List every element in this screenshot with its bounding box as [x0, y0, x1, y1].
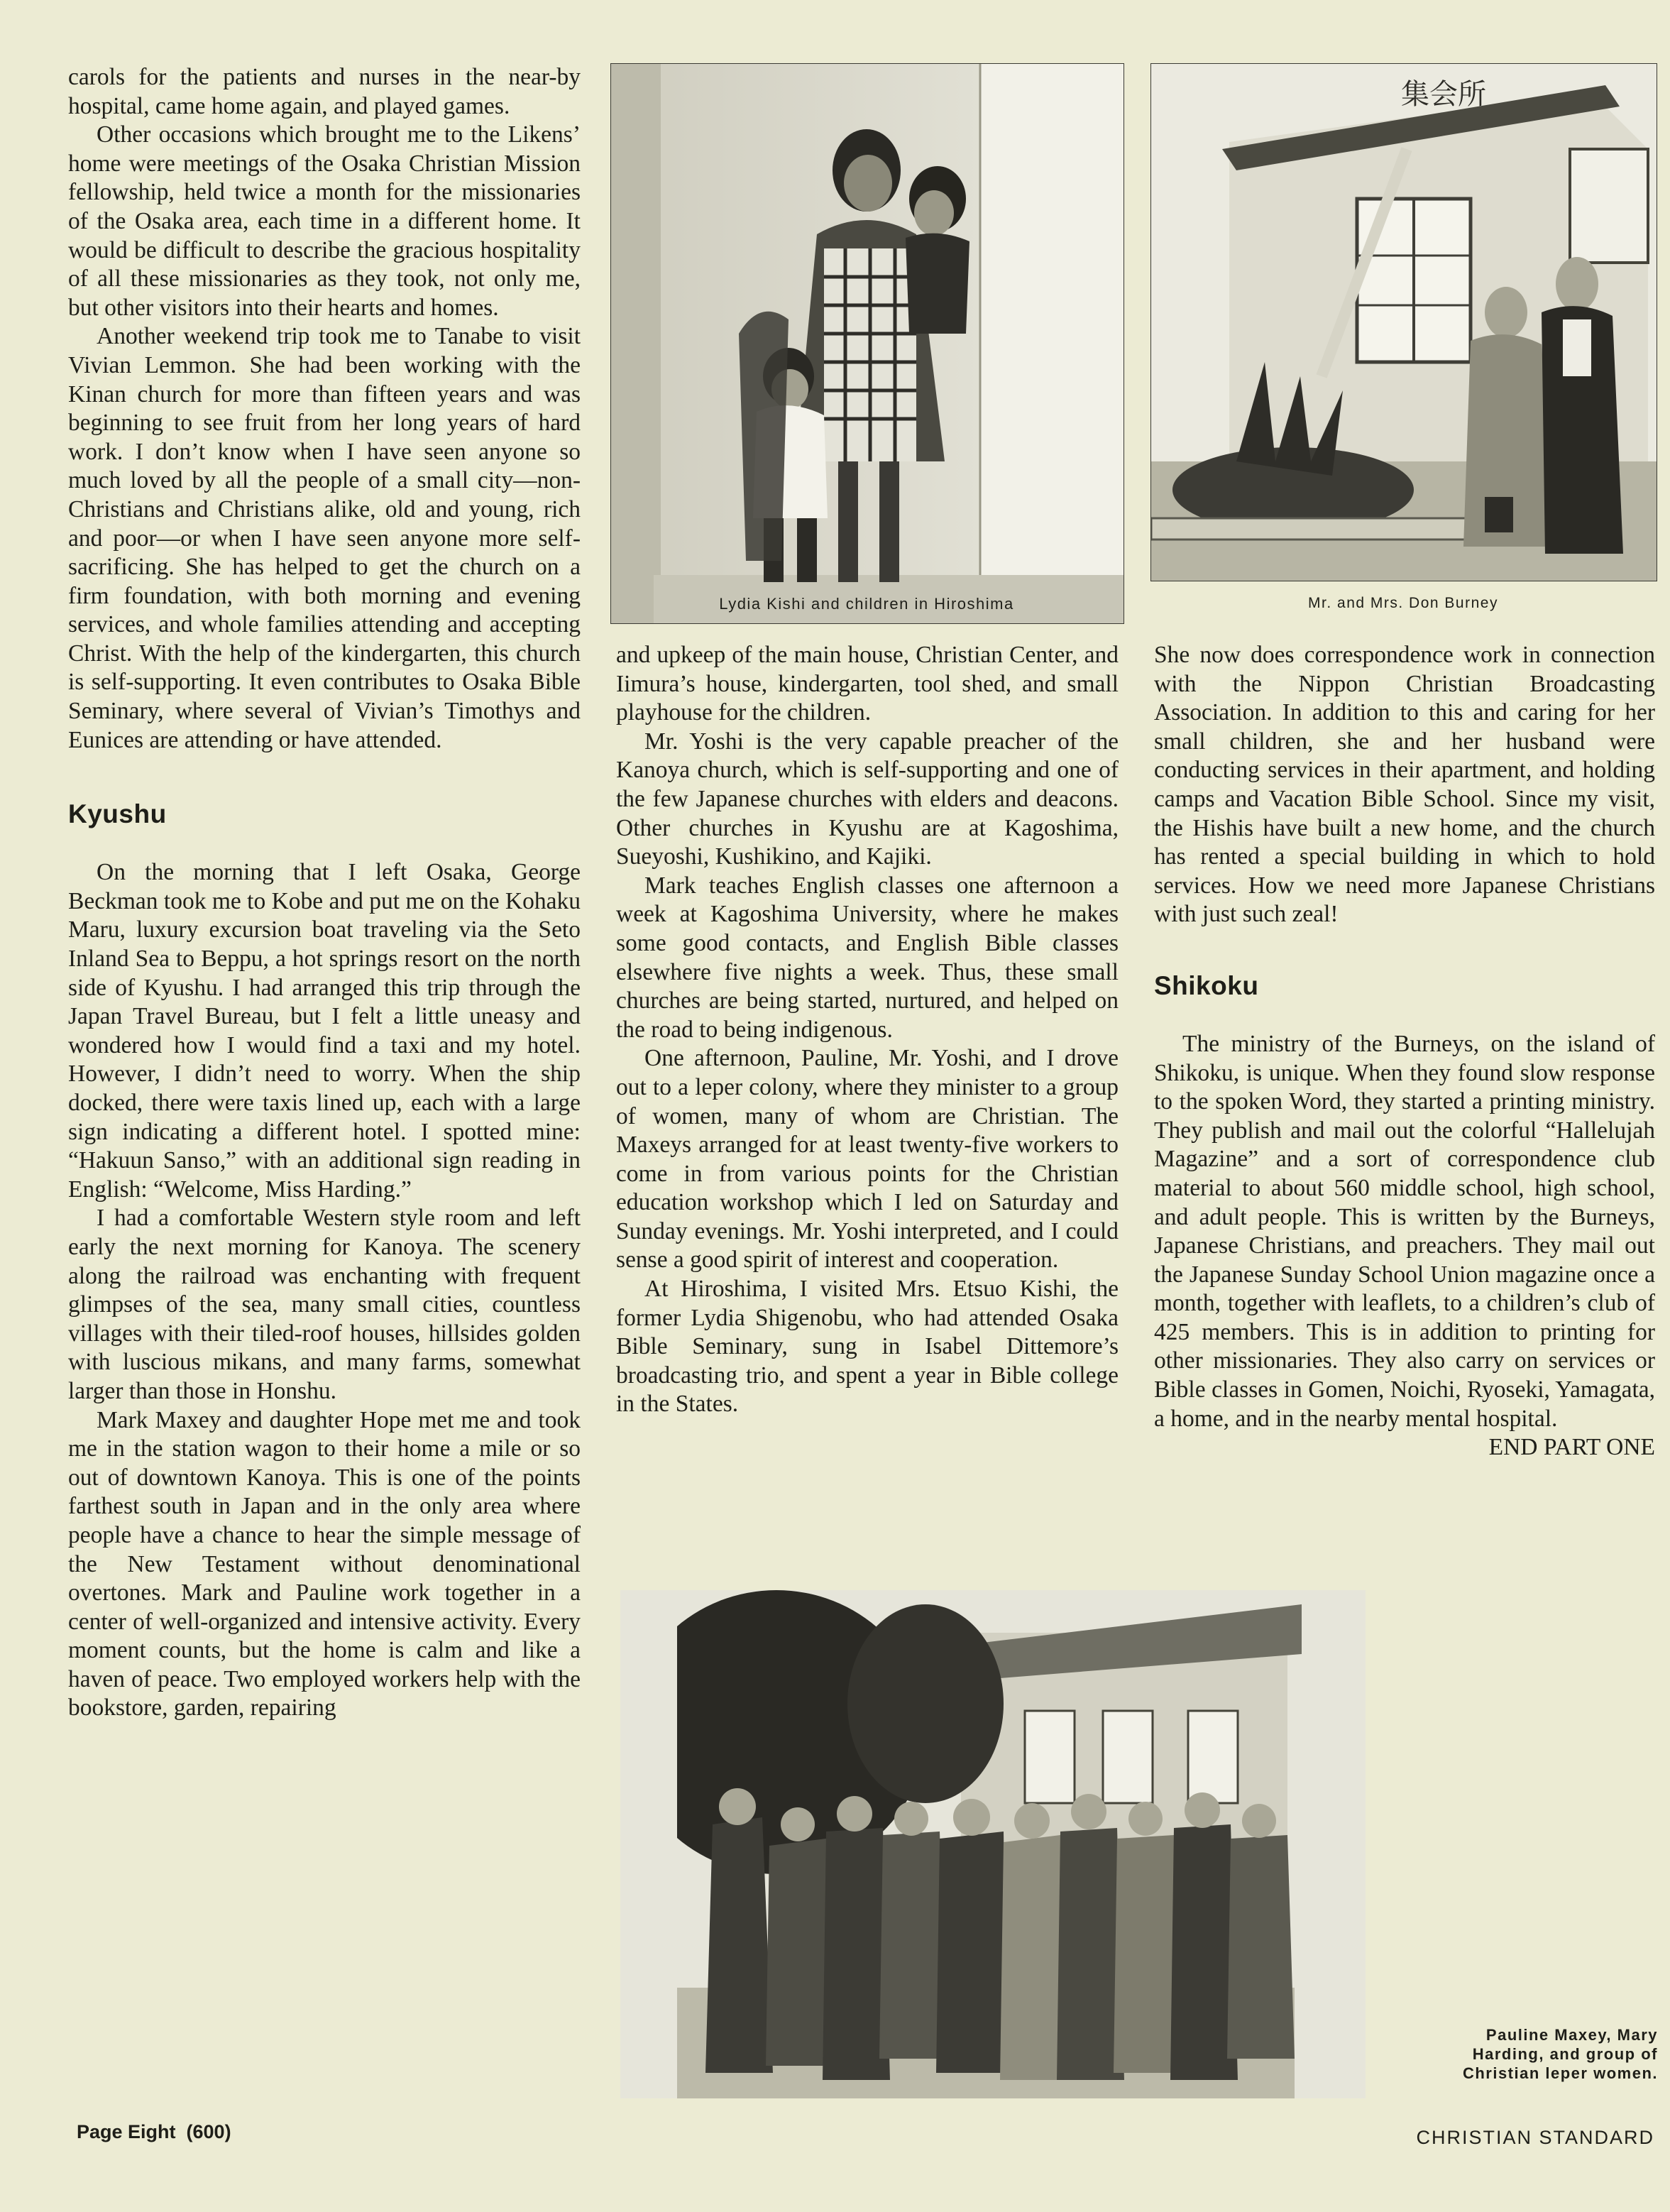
article-column-3: [1154, 641, 1655, 1462]
paragraph: Another weekend trip took me to Tanabe to visit Vivian Lemmon. She had been working with the Kinan church for more than fifteen years and was beginning to see fruit from her long years of hard work. I don’t know when I have seen anyone so much loved by all the people of a small city—non-Christians and Christians alike, old and young, rich and poor—or when I have seen anyone more self-sacrificing. She has helped to get the church on a firm foundation, with both morning and evening services, and whole families attending and accepting Christ. With the help of the kindergarten, this church is self-supporting. It even contributes to Osaka Bible Seminary, where several of Vivian’s Timothys and Eunices are attending or have attended.: [68, 323, 581, 753]
caption-leper-women-group: [1391, 2025, 1658, 2083]
paragraph: Mark Maxey and daughter Hope met me and took me in the station wagon to their home a mile or so out of downtown Kanoya. This is one of the points farthest south in Japan and in the only area where people have a chance to hear the simple message of the New Testament without denominational overtones. Mark and Pauline work together in a center of well-organized and intensive activity. Every moment counts, but the home is calm and like a haven of peace. Two employed workers help with the bookstore, garden, repairing: [68, 1406, 581, 1721]
paragraph: Mr. Yoshi is the very capable preacher of the Kanoya church, which is self-supporting and one of the few Japanese churches with elders and deacons. Other churches in Kyushu are at Kagoshima, Sueyoshi, Kushikino, and Kajiki.: [616, 728, 1119, 870]
building-sign-text: 集会所: [1401, 78, 1486, 111]
caption-line: Harding, and group of: [1472, 2045, 1658, 2063]
article-column-1: [68, 63, 581, 1723]
photo-don-burney-illustration: [1151, 64, 1657, 581]
paragraph: and upkeep of the main house, Christian Center, and Iimura’s house, kindergarten, tool shed, and small playhouse for the children.: [616, 642, 1119, 726]
paragraph: Other occasions which brought me to the Likens’ home were meetings of the Osaka Christian Mission fellowship, held twice a month for the missionaries of the Osaka area, each time in a different home. It would be difficult to describe the gracious hospitality of all these missionaries as they took, not only me, but other visitors into their hearts and homes.: [68, 121, 581, 321]
photo-group-illustration: [620, 1590, 1661, 2098]
paragraph: I had a comfortable Western style room and left early the next morning for Kanoya. The scenery along the railroad was enchanting with frequent glimpses of the sea, many small cities, countless villages with their tiled-roof houses, hillsides golden with luscious mikans, and many farms, somewhat larger than those in Honshu.: [68, 1205, 581, 1404]
end-part-one: END PART ONE: [1488, 1434, 1655, 1461]
page-number: Page Eight (600): [77, 2121, 231, 2142]
paragraph: At Hiroshima, I visited Mrs. Etsuo Kishi, the former Lydia Shigenobu, who had attended Osaka Bible Seminary, sung in Isabel Dittemore’s broadcasting trio, and spent a year in Bible college in the States.: [616, 1276, 1119, 1418]
photo-lydia-kishi-illustration: [611, 64, 1124, 623]
paragraph: carols for the patients and nurses in the near-by hospital, came home again, and played games.: [68, 64, 581, 119]
photo-don-burney: [1150, 63, 1657, 581]
paragraph: The ministry of the Burneys, on the island of Shikoku, is unique. When they found slow response to the spoken Word, they started a printing ministry. They publish and mail out the colorful “Hallelujah Magazine” and a sort of correspondence club material to about 560 middle school, high school, and adult people. This is written by the Burneys, Japanese Christians, and preachers. They mail out the Japanese Sunday School Union magazine once a month, together with leaflets, to a children’s club of 425 members. This is in addition to printing for other missionaries. They also carry on services or Bible classes in Gomen, Noichi, Ryoseki, Yamagata, a home, and in the nearby mental hospital.: [1154, 1030, 1655, 1432]
caption-line: Pauline Maxey, Mary: [1485, 2026, 1658, 2044]
publication-name: CHRISTIAN STANDARD: [1416, 2127, 1654, 2148]
paragraph: Mark teaches English classes one afternoon a week at Kagoshima University, where he makes some good contacts, and English Bible classes elsewhere five nights a week. Thus, these small churches are being started, nurtured, and helped on the road to being indigenous.: [616, 872, 1119, 1043]
article-column-2: [616, 641, 1119, 1419]
paragraph: One afternoon, Pauline, Mr. Yoshi, and I drove out to a leper colony, where they minister to a group of women, many of whom are Christian. The Maxeys arranged for at least twenty-five workers to come in from various points for the Christian education workshop which I led on Saturday and Sunday evenings. Mr. Yoshi interpreted, and I could sense a good spirit of interest and cooperation.: [616, 1045, 1119, 1274]
photo-lydia-kishi: [610, 63, 1124, 624]
section-heading-kyushu: Kyushu: [68, 799, 167, 829]
caption-don-burney: Mr. and Mrs. Don Burney: [1308, 595, 1498, 611]
photo-leper-women-group: [620, 1590, 1661, 2098]
paragraph: On the morning that I left Osaka, George Beckman took me to Kobe and put me on the Kohaku Maru, luxury excursion boat traveling via the Seto Inland Sea to Beppu, a hot springs resort on the north side of Kyushu. I had arranged this trip through the Japan Travel Bureau, but I felt a little uneasy and wondered how I would find a taxi and my hotel. However, I didn’t need to worry. When the ship docked, there were taxis lined up, each with a large sign indicating a different hotel. I spotted mine: “Hakuun Sanso,” with an additional sign reading in English: “Welcome, Miss Harding.”: [68, 859, 581, 1203]
caption-line: Christian leper women.: [1462, 2064, 1658, 2082]
section-heading-shikoku: Shikoku: [1154, 970, 1259, 1000]
paragraph: She now does correspondence work in connection with the Nippon Christian Broadcasting Association. In addition to this and caring for her small children, she and her husband were conducting services in their apartment, and holding camps and Vacation Bible School. Since my visit, the Hishis have built a new home, and the church has rented a special building in which to hold services. How we need more Japanese Christians with just such zeal!: [1154, 642, 1655, 928]
caption-lydia-kishi: Lydia Kishi and children in Hiroshima: [719, 595, 1014, 613]
